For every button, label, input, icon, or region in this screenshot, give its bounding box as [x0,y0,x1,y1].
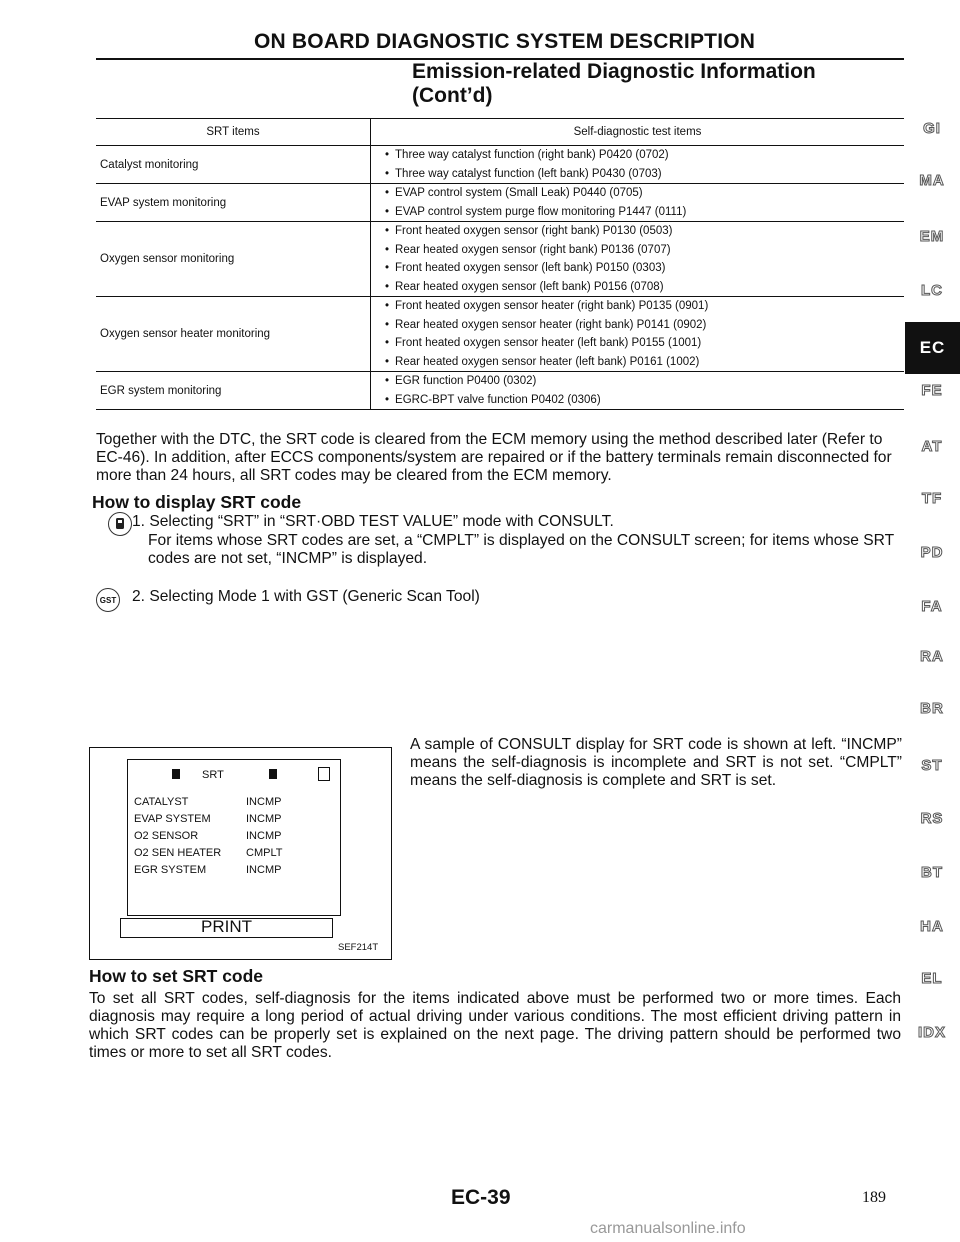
consult-icon [108,512,132,536]
srt-screen-title: SRT [202,769,224,781]
srt-status-value: INCMP [246,830,282,842]
consult-caption: A sample of CONSULT display for SRT code is shown at left. “INCMP” means the self-diagnosis is incomplete and SRT is not set. “CMPLT” means the self-diagnosis is complete and SRT is set. [410,736,902,789]
gst-icon [96,588,120,612]
test-item: • Front heated oxygen sensor (left bank) P0150 (0303) [385,259,904,278]
figure-code: SEF214T [338,942,379,953]
step-1-detail: For items whose SRT codes are set, a “CMPLT” is displayed on the CONSULT screen; for items whose SRT codes are not set, “INCMP” is displayed. [148,532,894,567]
test-items-cell [371,222,905,297]
srt-screen-title-row [128,764,340,782]
side-tab-tf[interactable]: TF [921,490,943,507]
side-tab-em[interactable]: EM [919,228,945,245]
step-2-text: 2. Selecting Mode 1 with GST (Generic Scan Tool) [132,588,480,605]
section-title [412,60,816,108]
test-item: • EGRC-BPT valve function P0402 (0306) [385,391,904,410]
side-tab-idx[interactable]: IDX [917,1024,946,1041]
test-items-cell [371,146,905,184]
side-tab-fe[interactable]: FE [921,382,943,399]
test-item: • EGR function P0400 (0302) [385,372,904,391]
test-item: • EVAP control system (Small Leak) P0440 (0705) [385,184,904,203]
table-row [96,222,904,297]
consult-screen [127,759,341,916]
srt-status-row [134,811,334,828]
column-header-srt-items: SRT items [96,119,371,146]
page-header: ON BOARD DIAGNOSTIC SYSTEM DESCRIPTION [254,30,756,53]
srt-status-name: CATALYST [134,796,189,808]
table-header-row [96,119,904,146]
srt-item-cell: EGR system monitoring [96,372,371,410]
page-number: 189 [862,1189,886,1206]
section-title-line-2: (Cont’d) [412,84,493,107]
side-tab-pd[interactable]: PD [920,544,944,561]
test-items-cell [371,297,905,372]
heading-set-srt: How to set SRT code [89,966,264,986]
heading-display-srt: How to display SRT code [92,492,302,512]
test-item: • Three way catalyst function (right bank) P0420 (0702) [385,146,904,165]
test-items-cell [371,372,905,410]
intro-paragraph: Together with the DTC, the SRT code is cleared from the ECM memory using the method described later (Refer to EC-46). In addition, after ECCS components/system are repaired or if the battery terminals remain disconnected for more than 24 hours, all SRT codes may be cleared from the ECM memory. [96,431,892,484]
test-item: • EVAP control system purge flow monitoring P1447 (0111) [385,203,904,222]
side-tab-ha[interactable]: HA [920,918,944,935]
srt-status-value: INCMP [246,796,282,808]
screen-checkbox-icon [318,767,330,781]
test-item: • Front heated oxygen sensor heater (right bank) P0135 (0901) [385,297,904,316]
srt-status-row [134,794,334,811]
table-row [96,297,904,372]
srt-status-name: EGR SYSTEM [134,864,207,876]
print-button[interactable]: PRINT [120,918,333,938]
test-item: • Front heated oxygen sensor (right bank) P0130 (0503) [385,222,904,241]
test-item: • Rear heated oxygen sensor heater (right bank) P0141 (0902) [385,316,904,335]
test-item: • Rear heated oxygen sensor (right bank) P0136 (0707) [385,241,904,260]
consult-icon-glyph [109,513,131,535]
test-item: • Rear heated oxygen sensor (left bank) P0156 (0708) [385,278,904,297]
column-header-test-items: Self-diagnostic test items [371,119,905,146]
side-tab-rs[interactable]: RS [920,810,944,827]
test-items-cell [371,184,905,222]
srt-status-row [134,845,334,862]
srt-item-cell: EVAP system monitoring [96,184,371,222]
srt-status-name: EVAP SYSTEM [134,813,211,825]
side-tab-fa[interactable]: FA [921,598,943,615]
screen-marker-left [172,769,180,779]
side-tab-at[interactable]: AT [921,438,943,455]
set-srt-paragraph: To set all SRT codes, self-diagnosis for the items indicated above must be performed two or more times. Each diagnosis may require a long period of actual driving under various conditions. The most efficient driving pattern in which SRT codes can be properly set is explained on the next page. The driving pattern should be performed two times or more to set all SRT codes. [89,990,901,1061]
srt-status-value: INCMP [246,864,282,876]
srt-item-cell: Oxygen sensor monitoring [96,222,371,297]
side-tab-ma[interactable]: MA [919,172,945,189]
side-tab-el[interactable]: EL [921,970,943,987]
side-tab-ec[interactable]: EC [905,322,960,374]
srt-table [96,118,904,410]
side-tab-st[interactable]: ST [921,757,943,774]
table-row [96,372,904,410]
side-tab-bt[interactable]: BT [921,864,943,881]
gst-icon-label: GST [99,596,117,605]
table-row [96,146,904,184]
srt-status-name: O2 SENSOR [134,830,199,842]
watermark: carmanualsonline.info [590,1220,746,1237]
test-item: • Front heated oxygen sensor heater (left bank) P0155 (1001) [385,334,904,353]
step-1-text: 1. Selecting “SRT” in “SRT·OBD TEST VALUE” mode with CONSULT. [132,513,614,530]
srt-status-value: INCMP [246,813,282,825]
side-tab-lc[interactable]: LC [921,282,943,299]
srt-status-name: O2 SEN HEATER [134,847,222,859]
srt-status-row [134,862,334,879]
section-title-line-1: Emission-related Diagnostic Information [412,60,816,83]
srt-status-value: CMPLT [246,847,283,859]
screen-marker-right [269,769,277,779]
srt-item-cell: Oxygen sensor heater monitoring [96,297,371,372]
page-code: EC-39 [451,1186,511,1209]
test-item: • Three way catalyst function (left bank) P0430 (0703) [385,165,904,184]
srt-table-body [96,146,904,410]
side-tab-br[interactable]: BR [920,700,944,717]
side-tab-ra[interactable]: RA [920,648,944,665]
test-item: • Rear heated oxygen sensor heater (left bank) P0161 (1002) [385,353,904,372]
side-tab-gi[interactable]: GI [923,120,941,137]
srt-status-row [134,828,334,845]
srt-item-cell: Catalyst monitoring [96,146,371,184]
table-row [96,184,904,222]
